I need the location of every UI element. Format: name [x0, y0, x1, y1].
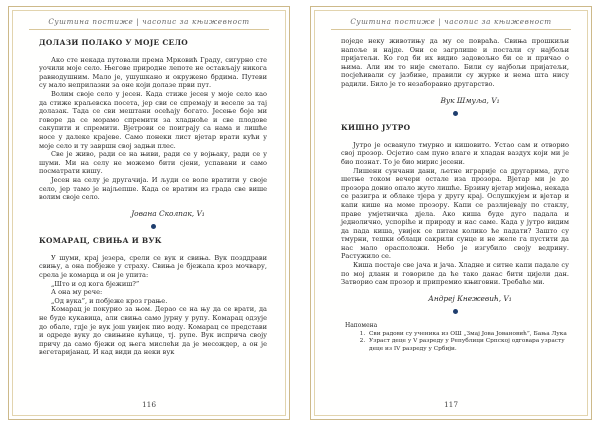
paragraph: Све је живо, ради се на њиви, ради се у војњаку, ради се у шуми. Ми на селу не можемо бити сјени, успавани и само посматрати кишу. [39, 150, 267, 176]
header-rule [29, 29, 269, 30]
notes-list [341, 331, 569, 353]
left-page [8, 6, 290, 420]
paragraph: „Што и од кога бјежиш?” [51, 279, 140, 288]
left-content [39, 37, 267, 357]
running-header: Суштина постиже | часопис за књижевност [350, 17, 552, 26]
right-page [310, 6, 592, 420]
notes-title: Напомена [345, 322, 378, 330]
story-title: КОМАРАЦ, СВИЊА И ВУК [39, 236, 162, 246]
paragraph: Ако сте некада путовали према Мрковић Граду, сигурно сте уочили моје село. Његове природне лепоте не остављају никога равнодушним. Мало је, ушушкано и окружено брдима. Путеви су мало неприлазни за оне који долазе први пут. [39, 55, 267, 90]
paragraph: Волим своје село у јесен. Када стиже јесен у моје село као да стиже краљевска посета, јер сви се спремају и веселе за тај долазак. Тада се сви мештани осећају богато. Јесење боје ми говоре да се морамо спремити за хладноће и све плодове сакупити и спремити. Вјетрови се поиграју са нама и лишће носе у далеке крајеве. Само понеки лист вјетар врати кући у моје село и ту завршн свој задњи плес. [39, 89, 267, 150]
story-author: Андреј Кнежевић, V₁ [428, 293, 512, 303]
page-number: 116 [141, 400, 157, 409]
paragraph: Јутро је освануло тмурно и кишовито. Устао сам и отворио свој прозор. Осјетио сам пуно влаге и хладан ваздух који ми је био познат. То је био мирис јесени. [341, 140, 569, 166]
note-item: 2. Узраст деце у V разреду у Републици Српској одговара узрасту деце из IV разреду у Србији. [367, 338, 569, 353]
paragraph: поједе неку животињу да му се повраћа. Свиња прошкиљи напоље и најде. Они се загрлише и постали су најбољи пријатељи. Ко год би их видио задовољно би се и причао о њима. Али им то није сметало. Били су најбољи пријатељи, посјећивали су јазбине, правили су журке и нема шта нису радили. Било је то незаборавно другарство. [341, 37, 569, 88]
story-author: Јована Сколпак, V₁ [131, 208, 205, 218]
right-content [341, 37, 569, 353]
paragraph: А она му рече: [51, 288, 103, 297]
story-title: КИШНО ЈУТРО [341, 123, 411, 133]
header-rule [331, 29, 571, 30]
footnotes [341, 322, 569, 353]
paragraph: Комарац је покурио за њом. Дерао се на њу да се врати, да не буде кукавица, али свиња само јурну у рупу. Комарац одзује до обале, гдје је вук још увијек пио воду. Комарац се представи и одреде вуку до свињине кућице, тј. рупе. Вук исприча своју причу да само бјежи од њега мислећи да је месождер, а он је вегетаријанац. И кад види да неки вук [39, 305, 267, 357]
page-number: 117 [443, 400, 459, 409]
separator-dot [453, 111, 458, 116]
running-header: Суштина постиже | часопис за књижевност [48, 17, 250, 26]
separator-dot [151, 224, 156, 229]
paragraph: У шуми, крај језера, срели се вук и свиња. Вук позддрави свињу, а она побјеже у страху. Свиња је бјежала кроз мочвару, срела је комарца и он је упита: [39, 253, 267, 280]
paragraph: Киша постаје све јача и јача. Хладне и ситне капи падале су по мој дланн и говориле да ће тако данас бити цијели дан. Затворио сам прозор и припремио књиговни. Требаће ми. [341, 261, 569, 287]
story-author: Вук Шмуља, V₁ [440, 95, 500, 105]
paragraph: „Од вука”, и побјеже кроз грање. [51, 296, 168, 305]
separator-dot [453, 309, 458, 314]
note-item: 1. Сви радови су ученика из ОШ „Змај Јова Јовановић”, Бања Лука [367, 331, 569, 338]
paragraph: Јесен на селу је другачија. И људи се воле вратити у своје село, јер тамо је најљепше. Када се вратим из града све више волим своје село. [39, 175, 267, 202]
paragraph: Лишени сунчани дани, љетне играрије са другарима, дуге шетње током вечери остале иза прозора. Вјетар ми је до прозора донио опало жуто лишће. Брзину вјетар мијења, некада се разигра и облаке тјера у другу крај. Ослушкујем и вјетар и капи кише на моме прозору. Капи се разлијевају по стаклу, праве умјетничка дјела. Ако киша буде дуго падала и једнолично, успорiће и природу и нас саме. Када у јутро видим да пада киша, увијек се питам колико ће падати? Зашто су тмурни, тешки облаци сакрили сунце и не желе га пустити да нас мало орасположи. Небо је изгубило своју ведрину. Растужило се. [341, 166, 569, 261]
story-title: ДОЛАЗИ ПОЛАКО У МОЈЕ СЕЛО [39, 38, 189, 47]
